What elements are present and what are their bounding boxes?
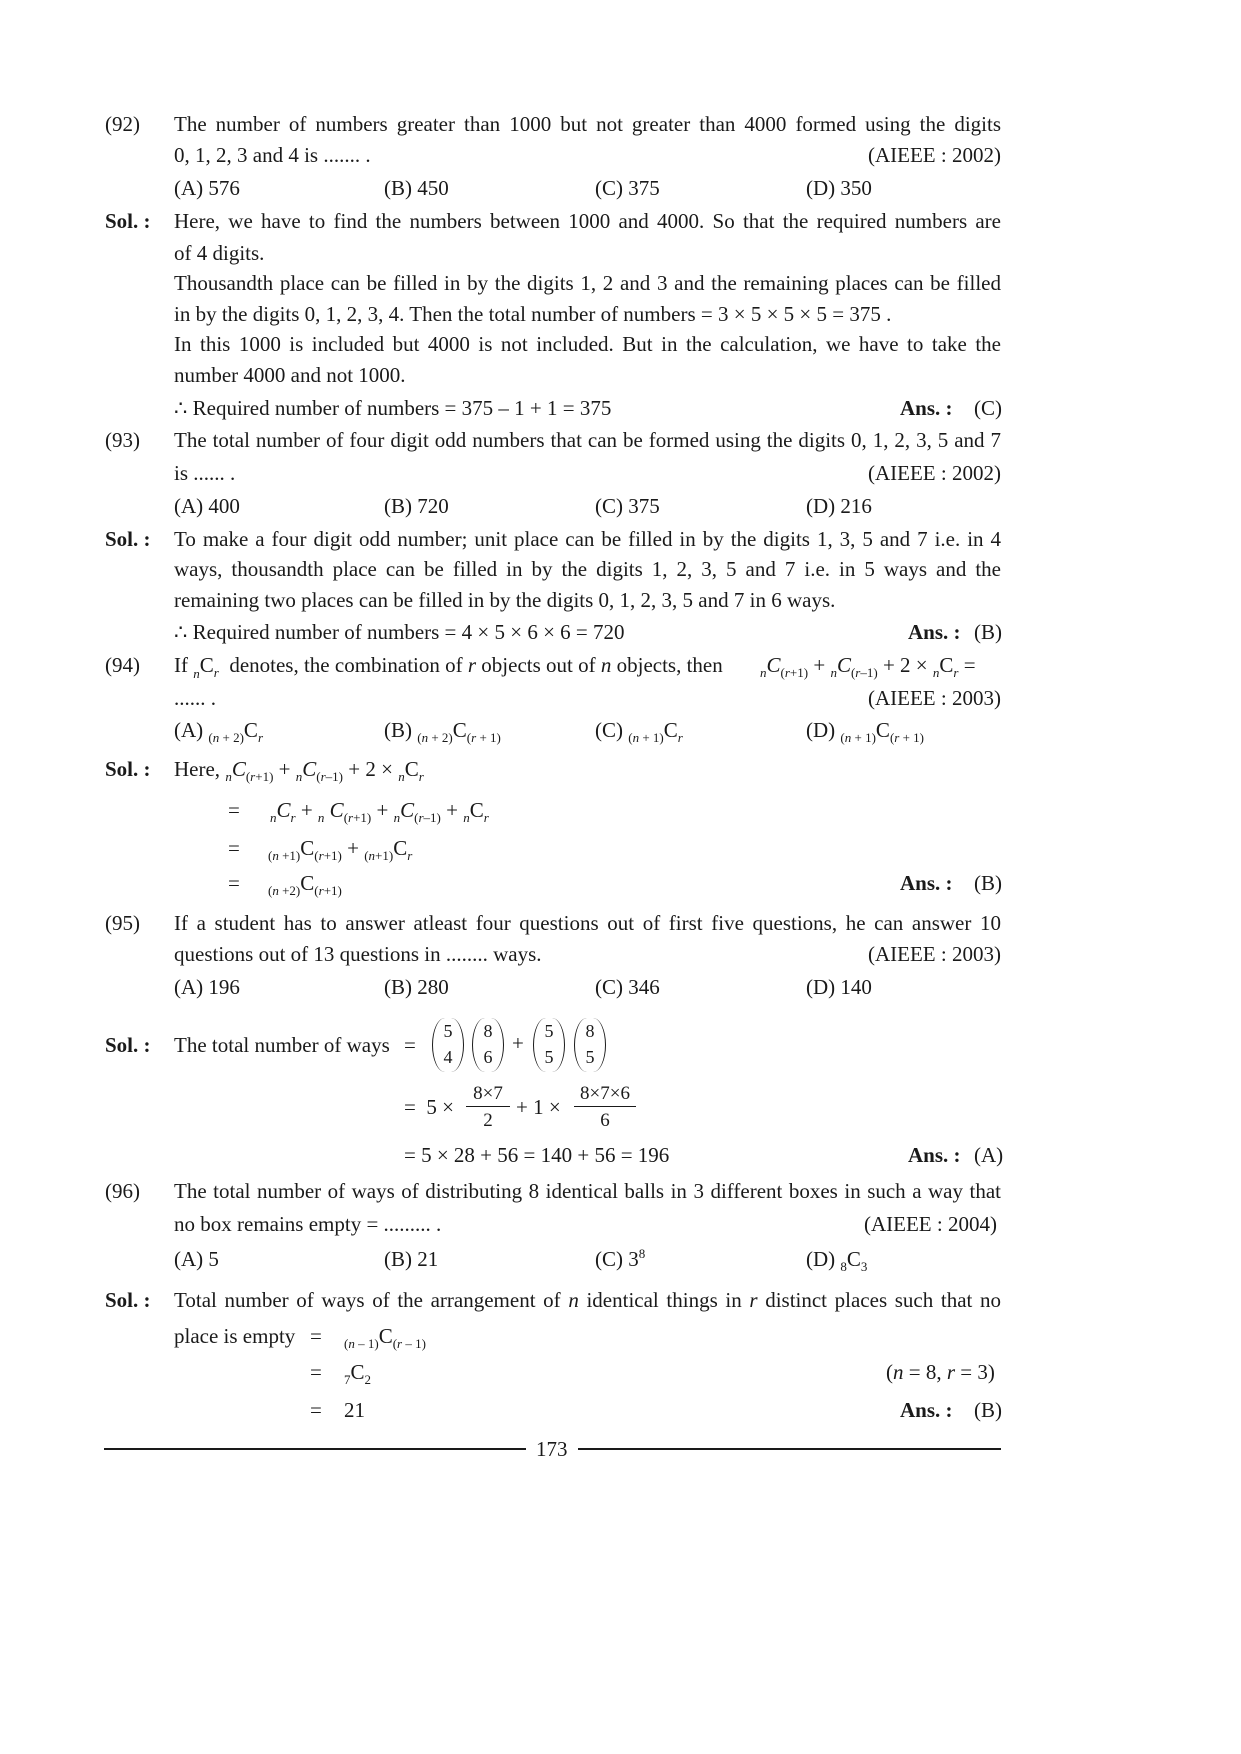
option-d: (D) 216 [806,494,872,518]
answer-label: Ans. : [900,871,953,895]
solution-line: of 4 digits. [174,241,265,265]
answer-label: Ans. : [900,1398,953,1422]
fraction-8x7-over-2: $\frac{8\times 7}{2}$ [466,1084,510,1130]
question-text: The total number of ways of distributing 8 identical balls in 3 different boxes in such a way that [174,1179,1001,1203]
question-text: is ...... . [174,461,236,485]
solution-line: Here, $_nC_{(r+1)} + _nC_{(r-1)} + 2 \times _nC_r$ [174,757,424,785]
solution-label: Sol. : [105,1288,151,1312]
option-c: (C) 375 [595,176,660,200]
equals-sign: = [310,1398,322,1422]
exam-source: (AIEEE : 2002) [868,461,1001,485]
solution-line: Thousandth place can be filled in by the digits 1, 2 and 3 and the remaining places can be filled [174,271,1001,295]
solution-line: Total number of ways of the arrangement of n identical things in r distinct places such that no [174,1288,1002,1312]
option-b: (B) 720 [384,494,449,518]
solution-line: In this 1000 is included but 4000 is not included. But in the calculation, we have to take the [174,332,1001,356]
question-text: If $_nC_r$ denotes, the combination of r objects out of n objects, then [174,653,723,681]
option-c: (C) 346 [595,975,660,999]
solution-line: ways, thousandth place can be filled in by the digits 1, 2, 3, 5 and 7 i.e. in 5 ways and the [174,557,1001,581]
answer-label: Ans. : [900,396,953,420]
question-text: The total number of four digit odd numbers that can be formed using the digits 0, 1, 2, 3, 5 and 7 [174,428,1001,452]
option-d: (D) 350 [806,176,872,200]
question-number: (96) [105,1179,140,1203]
question-number: (94) [105,653,140,677]
binomial-8-6: 8 6 [472,1018,504,1072]
exam-source: (AIEEE : 2004) [864,1212,997,1236]
solution-line: remaining two places can be filled in by the digits 0, 1, 2, 3, 5 and 7 in 6 ways. [174,588,836,612]
option-b: (B) $_{(n + 2)}C_{(r + 1)}$ [384,718,501,746]
option-a: (A) 400 [174,494,240,518]
solution-line: $_{(n +2)}C_{(r+1)}$ [268,871,342,899]
solution-line: number 4000 and not 1000. [174,363,406,387]
question-text: If a student has to answer atleast four questions out of first five questions, he can answer 10 [174,911,1001,935]
question-text: questions out of 13 questions in ........ ways. [174,942,542,966]
binomial-8-5: 8 5 [574,1018,606,1072]
solution-label: Sol. : [105,527,151,551]
equals-sign: = [228,836,240,860]
solution-step: = 5 × 28 + 56 = 140 + 56 = 196 [404,1143,670,1167]
option-a: (A) 196 [174,975,240,999]
answer-value: (C) [974,396,1002,420]
answer-value: (B) [974,871,1002,895]
option-c: (C) 375 [595,494,660,518]
exam-source: (AIEEE : 2003) [868,942,1001,966]
equals-sign: = [228,871,240,895]
substitution-note: (n = 8, r = 3) [886,1360,995,1384]
solution-step: $_7C_2$ [344,1360,372,1388]
solution-label: Sol. : [105,209,151,233]
question-number: (95) [105,911,140,935]
solution-line: Here, we have to find the numbers between 1000 and 4000. So that the required numbers are [174,209,1001,233]
solution-line: place is empty [174,1324,296,1348]
solution-line: in by the digits 0, 1, 2, 3, 4. Then the total number of numbers = 3 × 5 × 5 × 5 = 375 . [174,302,892,326]
option-b: (B) 450 [384,176,449,200]
option-d: (D) $_{(n + 1)}C_{(r + 1)}$ [806,718,925,746]
option-a: (A) 576 [174,176,240,200]
solution-line: ∴ Required number of numbers = 375 – 1 + 1 = 375 [174,396,612,420]
option-b: (B) 280 [384,975,449,999]
solution-line: $_nC_r + _n$ $C_{(r+1)} + _nC_{(r-1)} + _nC_r$ [270,798,489,826]
solution-label: Sol. : [105,1033,151,1057]
footer-rule-right [578,1448,1001,1450]
question-number: (92) [105,112,140,136]
answer-label: Ans. : [908,1143,961,1167]
binomial-5-4: 5 4 [432,1018,464,1072]
footer-rule-left [104,1448,526,1450]
option-a: (A) $_{(n + 2)}C_r$ [174,718,263,746]
question-number: (93) [105,428,140,452]
equals-sign: = [310,1360,322,1384]
solution-step: = 5 × [404,1095,454,1119]
solution-line: To make a four digit odd number; unit place can be filled in by the digits 1, 3, 5 and 7 i.e. in 4 [174,527,1001,551]
equals-sign: = [310,1324,322,1348]
solution-line: ∴ Required number of numbers = 4 × 5 × 6 × 6 = 720 [174,620,625,644]
binomial-5-5: 5 5 [533,1018,565,1072]
equals-sign: = [228,798,240,822]
option-d: (D) $_8C_3$ [806,1247,868,1275]
solution-line: The total number of ways [174,1033,390,1057]
question-text: no box remains empty = ......... . [174,1212,442,1236]
solution-label: Sol. : [105,757,151,781]
plus-sign: + [512,1031,524,1055]
question-text: 0, 1, 2, 3 and 4 is ....... . [174,143,371,167]
equals-sign: = [404,1033,416,1057]
option-d: (D) 140 [806,975,872,999]
fraction-8x7x6-over-6: $\frac{8\times 7\times 6}{6}$ [574,1084,636,1130]
answer-value: (A) [974,1143,1004,1167]
answer-label: Ans. : [908,620,961,644]
option-c: (C) $3^8$ [595,1246,646,1271]
question-text: ...... . [174,686,216,710]
solution-step: + 1 × [516,1095,561,1119]
solution-line: $_{(n +1)}C_{(r+1)} + _{(n+1)}C_r$ [268,836,413,864]
answer-value: (B) [974,1398,1002,1422]
option-b: (B) 21 [384,1247,439,1271]
exam-source: (AIEEE : 2002) [868,143,1001,167]
solution-step: $_{(n - 1)}C_{(r - 1)}$ [344,1324,426,1352]
question-text: The number of numbers greater than 1000 but not greater than 4000 formed using the digits [174,112,1001,136]
solution-step: 21 [344,1398,365,1422]
answer-value: (B) [974,620,1002,644]
option-c: (C) $_{(n + 1)}C_r$ [595,718,683,746]
option-a: (A) 5 [174,1247,219,1271]
page-number: 173 [536,1437,568,1461]
exam-source: (AIEEE : 2003) [868,686,1001,710]
question-expression: $_nC_{(r+1)} + _nC_{(r-1)} + 2 \times _nC_r$ = [760,653,976,681]
